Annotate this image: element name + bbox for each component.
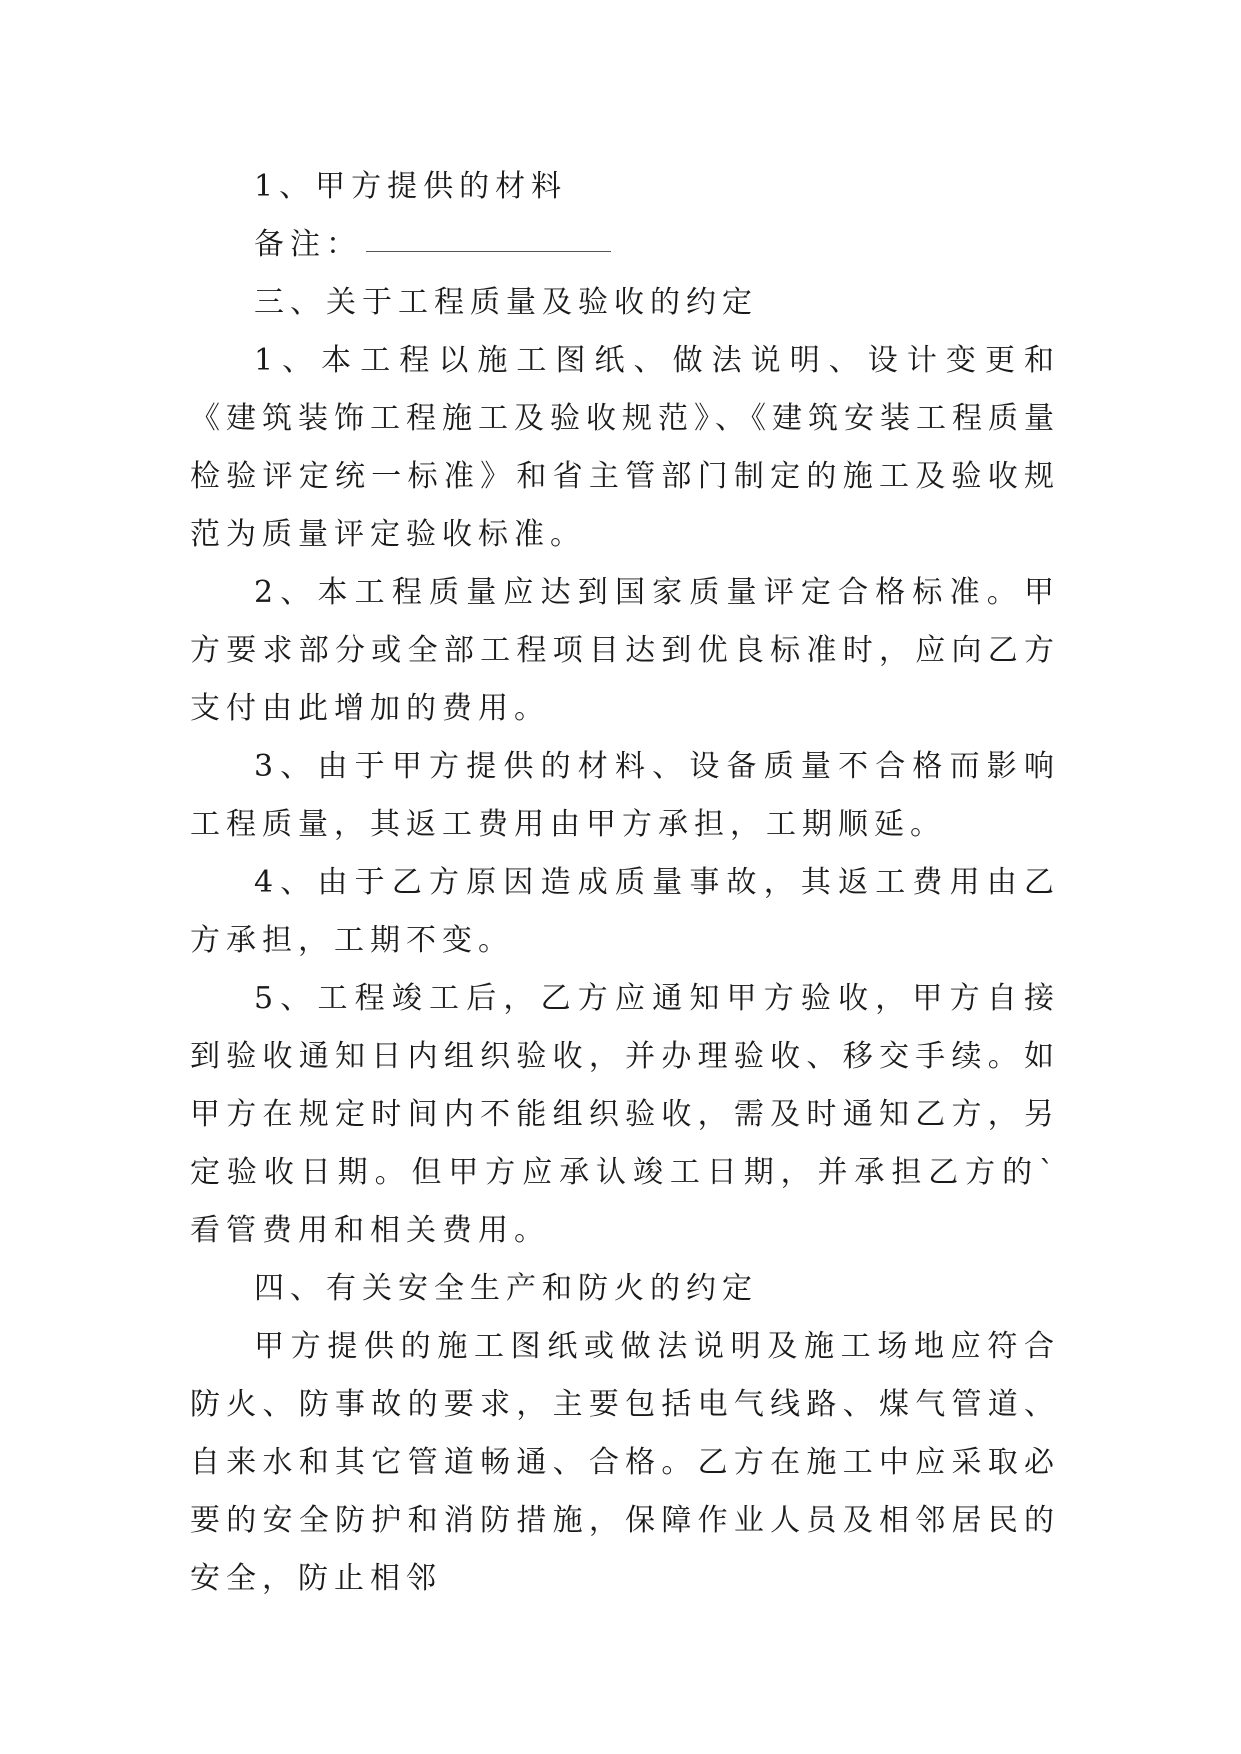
remarks-blank-line [366, 243, 611, 252]
paragraph-quality-5: 5、工程竣工后，乙方应通知甲方验收，甲方自接到验收通知日内组织验收，并办理验收、移交手续。如甲方在规定时间内不能组织验收，需及时通知乙方，另定验收日期。但甲方应承认竣工日期，并承担乙方的`看管费用和相关费用。 [190, 981, 1060, 1248]
document-body [190, 158, 1060, 1608]
section-heading-quality: 三、关于工程质量及验收的约定 [254, 285, 758, 320]
paragraph-quality-2: 2、本工程质量应达到国家质量评定合格标准。甲方要求部分或全部工程项目达到优良标准时，应向乙方支付由此增加的费用。 [190, 575, 1060, 726]
paragraph-quality-1: 1、本工程以施工图纸、做法说明、设计变更和《建筑装饰工程施工及验收规范》、《建筑安装工程质量检验评定统一标准》和省主管部门制定的施工及验收规范为质量评定验收标准。 [190, 343, 1060, 552]
paragraph-quality-4: 4、由于乙方原因造成质量事故，其返工费用由乙方承担，工期不变。 [190, 865, 1060, 958]
section-heading-safety: 四、有关安全生产和防火的约定 [254, 1271, 758, 1306]
remarks-label: 备注： [254, 227, 362, 262]
paragraph-quality-3: 3、由于甲方提供的材料、设备质量不合格而影响工程质量，其返工费用由甲方承担，工期顺延。 [190, 749, 1060, 842]
paragraph-safety-1: 甲方提供的施工图纸或做法说明及施工场地应符合防火、防事故的要求，主要包括电气线路、煤气管道、自来水和其它管道畅通、合格。乙方在施工中应采取必要的安全防护和消防措施，保障作业人员及相邻居民的安全，防止相邻 [190, 1329, 1060, 1596]
paragraph-materials-heading: 1、甲方提供的材料 [254, 169, 568, 204]
paragraph-remarks [190, 216, 1060, 274]
